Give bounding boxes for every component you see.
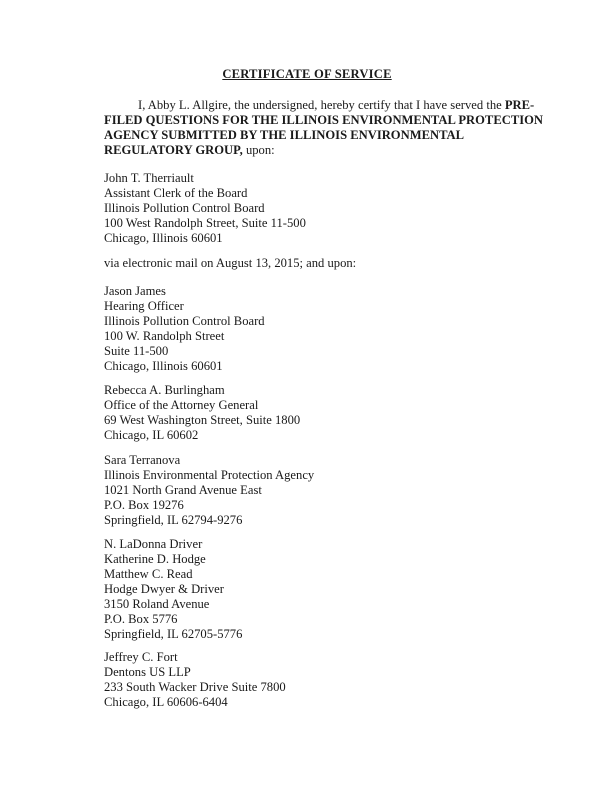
document-title-bold: PRE-FILED QUESTIONS FOR THE ILLINOIS ENVIRONMENTAL PROTECTION AGENCY SUBMITTED BY THE ILLINOIS ENVIRONMENTAL REGULATORY GROUP,	[104, 98, 544, 157]
certification-text-before: I, Abby L. Allgire, the undersigned, hereby certify that I have served the	[138, 98, 505, 112]
recipient-name: Jeffrey C. Fort	[104, 650, 178, 664]
recipient-block-3	[104, 383, 544, 443]
recipient-line: Hodge Dwyer & Driver	[104, 582, 224, 596]
recipient-line: Hearing Officer	[104, 299, 184, 313]
recipient-line: P.O. Box 19276	[104, 498, 184, 512]
recipient-line: 233 South Wacker Drive Suite 7800	[104, 680, 286, 694]
recipient-block-2	[104, 284, 544, 374]
recipient-line: 3150 Roland Avenue	[104, 597, 210, 611]
recipient-name: N. LaDonna Driver	[104, 537, 203, 551]
recipient-block-5	[104, 537, 544, 642]
recipient-name: Matthew C. Read	[104, 567, 193, 581]
recipient-name: Sara Terranova	[104, 453, 181, 467]
recipient-line: Illinois Environmental Protection Agency	[104, 468, 315, 482]
recipient-line: Suite 11-500	[104, 344, 169, 358]
recipient-line: Dentons US LLP	[104, 665, 191, 679]
recipient-line: Assistant Clerk of the Board	[104, 186, 248, 200]
service-note: via electronic mail on August 13, 2015; and upon:	[104, 256, 357, 270]
recipient-line: P.O. Box 5776	[104, 612, 178, 626]
recipient-block-4	[104, 453, 544, 528]
recipient-line: Office of the Attorney General	[104, 398, 259, 412]
recipient-line: Chicago, IL 60606-6404	[104, 695, 228, 709]
certification-paragraph	[104, 98, 544, 158]
recipient-name: Katherine D. Hodge	[104, 552, 206, 566]
recipient-line: 1021 North Grand Avenue East	[104, 483, 262, 497]
certification-text-after: upon:	[242, 143, 275, 157]
recipient-name: Rebecca A. Burlingham	[104, 383, 225, 397]
certification-text	[104, 98, 544, 158]
recipient-name: Jason James	[104, 284, 166, 298]
recipient-line: 100 West Randolph Street, Suite 11-500	[104, 216, 306, 230]
recipient-line: Springfield, IL 62794-9276	[104, 513, 243, 527]
recipient-line: Chicago, Illinois 60601	[104, 231, 223, 245]
recipient-line: 100 W. Randolph Street	[104, 329, 225, 343]
recipient-line: Chicago, IL 60602	[104, 428, 199, 442]
recipient-block-6	[104, 650, 544, 710]
recipient-line: Chicago, Illinois 60601	[104, 359, 223, 373]
recipient-line: 69 West Washington Street, Suite 1800	[104, 413, 301, 427]
recipient-line: Illinois Pollution Control Board	[104, 201, 265, 215]
recipient-name: John T. Therriault	[104, 171, 194, 185]
page-title: CERTIFICATE OF SERVICE	[222, 67, 392, 81]
recipient-block-1	[104, 171, 544, 246]
recipient-line: Springfield, IL 62705-5776	[104, 627, 243, 641]
recipient-line: Illinois Pollution Control Board	[104, 314, 265, 328]
